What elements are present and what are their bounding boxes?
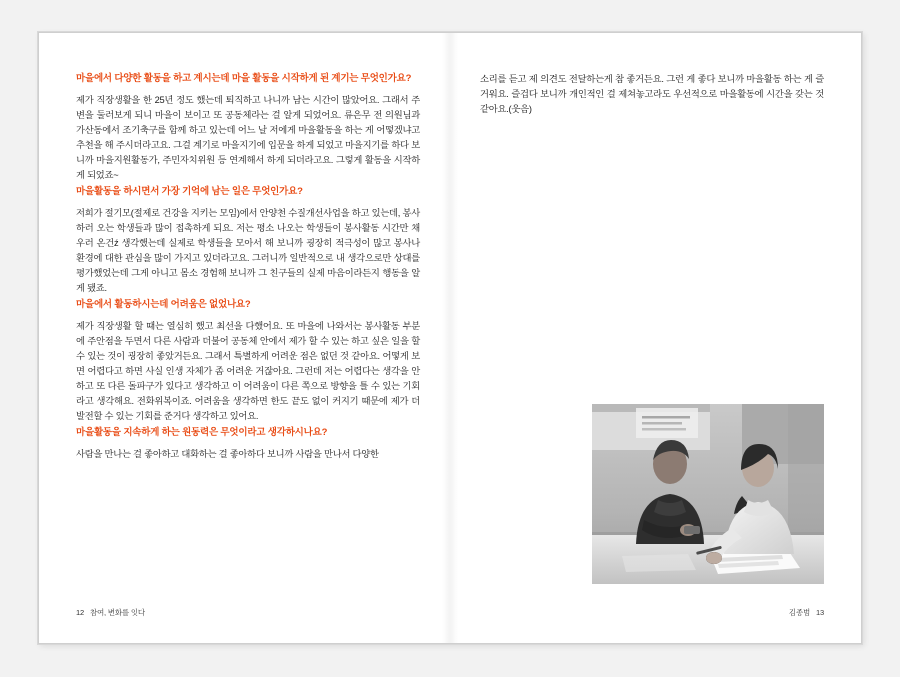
question-heading: 마을에서 다양한 활동을 하고 계시는데 마을 활동을 시작하게 된 계기는 무엇인가요? <box>76 73 412 84</box>
qa-block <box>76 426 420 462</box>
interview-photo <box>592 404 824 584</box>
continued-paragraph: 소리를 듣고 제 의견도 전달하는게 참 좋거든요. 그런 게 좋다 보니까 마을활동 하는 게 즐거워요. 즐겁다 보니까 개인적인 걸 제쳐놓고라도 우선적으로 마을활동에 시간을 갖는 것 같아요.(웃음) <box>480 74 824 115</box>
answer-paragraph: 저희가 절기모(절제로 건강을 지키는 모임)에서 안양천 수질개선사업을 하고 있는데, 봉사하러 오는 학생들과 많이 접촉하게 되요. 저는 평소 나오는 학생들이 봉사활동 시간만 채우러 온건ź 생각했는데 실제로 학생들을 모아서 해 보니까 굉장히 적극성이 많고 봉사나 환경에 대한 관심을 많이 가지고 있더라고요. 그러니까 일반적으로 내 생각으로만 상대를 평가했었는데 그게 아니고 몸소 경험해 보니까 그 친구들의 실제 마음이라든지 행동을 알게 됐죠. <box>76 207 420 293</box>
question-heading: 마을활동을 하시면서 가장 기억에 남는 일은 무엇인가요? <box>76 186 303 197</box>
qa-block <box>76 72 420 183</box>
answer-paragraph: 제가 직장생활을 한 25년 정도 했는데 퇴직하고 나니까 남는 시간이 많았어요. 그래서 주변을 둘러보게 되니 마을이 보이고 또 공동체라는 걸 알게 되었어요. 류은무 전 의원님과 가산동에서 조기축구를 함께 하고 있는데 어느 날 저에게 마을활동을 하는 게 어떻겠냐고 추천을 해 주시더라고요. 그걸 계기로 마을지기에 입문을 하게 되었고 마을지기를 하다 보니까 마을지원활동가, 주민자치위원 등 연계해서 하게 되더라고요. 그렇게 활동을 시작하게 되었죠~ <box>76 94 420 180</box>
running-title: 김종범 <box>788 608 811 617</box>
qa-block <box>76 185 420 296</box>
question-heading: 마을에서 활동하시는데 어려움은 없었나요? <box>76 299 251 310</box>
page-number: 13 <box>816 608 824 617</box>
page-number: 12 <box>76 608 84 617</box>
running-title: 참여, 변화를 잇다 <box>89 608 145 617</box>
left-page <box>38 32 450 644</box>
photo-illustration <box>592 404 824 584</box>
book-spread <box>38 32 862 644</box>
left-page-footer <box>76 607 145 618</box>
question-heading: 마을활동을 지속하게 하는 원동력은 무엇이라고 생각하시나요? <box>76 427 328 439</box>
answer-paragraph: 사람을 만나는 걸 좋아하고 대화하는 걸 좋아하다 보니까 사람을 만나서 다양한 <box>76 448 379 459</box>
answer-paragraph: 제가 직장생활 할 때는 열심히 했고 최선을 다했어요. 또 마을에 나와서는 봉사활동 부분에 주안점을 두면서 다른 사람과 더불어 공동체 안에서 제가 할 수 있는 하고 싶은 일을 할 수 있는 것이 굉장히 좋았거든요. 그래서 특별하게 어려운 점은 없던 것 같아요. 어떻게 보면 어렵다고 하면 사실 인생 자체가 좀 어려운 거잖아요. 그런데 저는 어렵다는 생각을 안하고 또 다른 돌파구가 있다고 생각하고 이 어려움이 다른 쪽으로 방향을 틀 수 있는 기회라고 생각해요. 전화위복이죠. 어려움을 생각하면 한도 끝도 없이 커지기 때문에 제가 더 발전할 수 있는 기회를 준거다 생각하고 있어요. <box>76 320 420 421</box>
right-page-footer <box>789 607 824 618</box>
right-page <box>450 32 862 644</box>
qa-block <box>76 298 420 424</box>
